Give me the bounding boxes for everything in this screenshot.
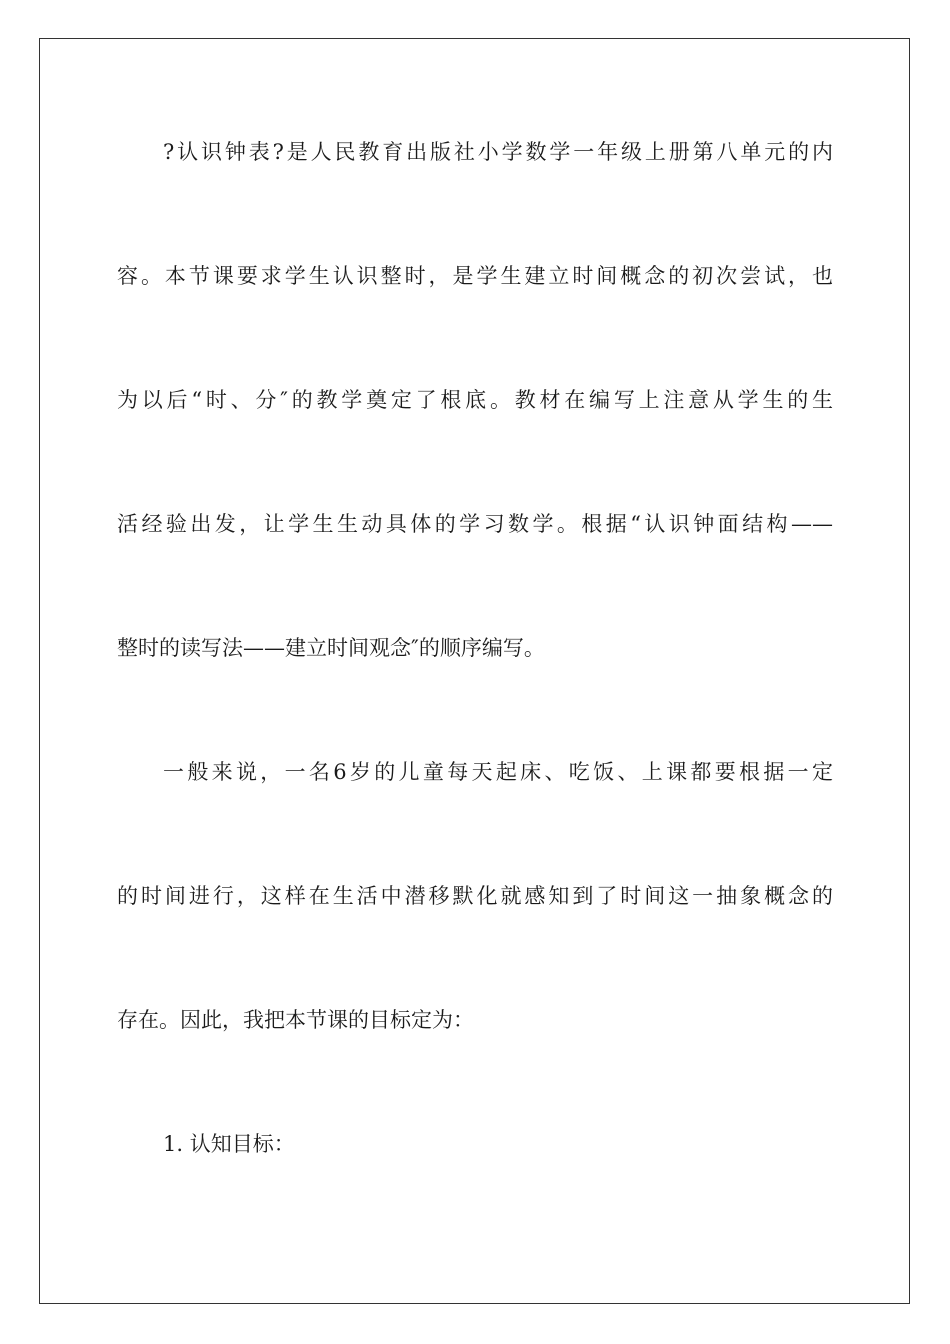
paragraph-2-line-1: 一般来说，一名6岁的儿童每天起床、吃饭、上课都要根据一定 bbox=[163, 760, 833, 784]
paragraph-1-line-3: 为以后“时、分″的教学奠定了根底。教材在编写上注意从学生的生 bbox=[117, 388, 833, 412]
paragraph-2-line-3: 存在。因此，我把本节课的目标定为： bbox=[117, 1008, 474, 1032]
paragraph-2-line-2: 的时间进行，这样在生活中潜移默化就感知到了时间这一抽象概念的 bbox=[117, 884, 833, 908]
paragraph-1-line-1: ?认识钟表?是人民教育出版社小学数学一年级上册第八单元的内 bbox=[163, 140, 833, 164]
page-border bbox=[39, 38, 910, 1304]
paragraph-1-line-2: 容。本节课要求学生认识整时，是学生建立时间概念的初次尝试，也 bbox=[117, 264, 833, 288]
paragraph-1-line-5: 整时的读写法——建立时间观念″的顺序编写。 bbox=[117, 636, 545, 660]
paragraph-1-line-4: 活经验出发，让学生生动具体的学习数学。根据“认识钟面结构—— bbox=[117, 512, 833, 536]
list-item-1-heading: 1. 认知目标： bbox=[163, 1132, 295, 1156]
